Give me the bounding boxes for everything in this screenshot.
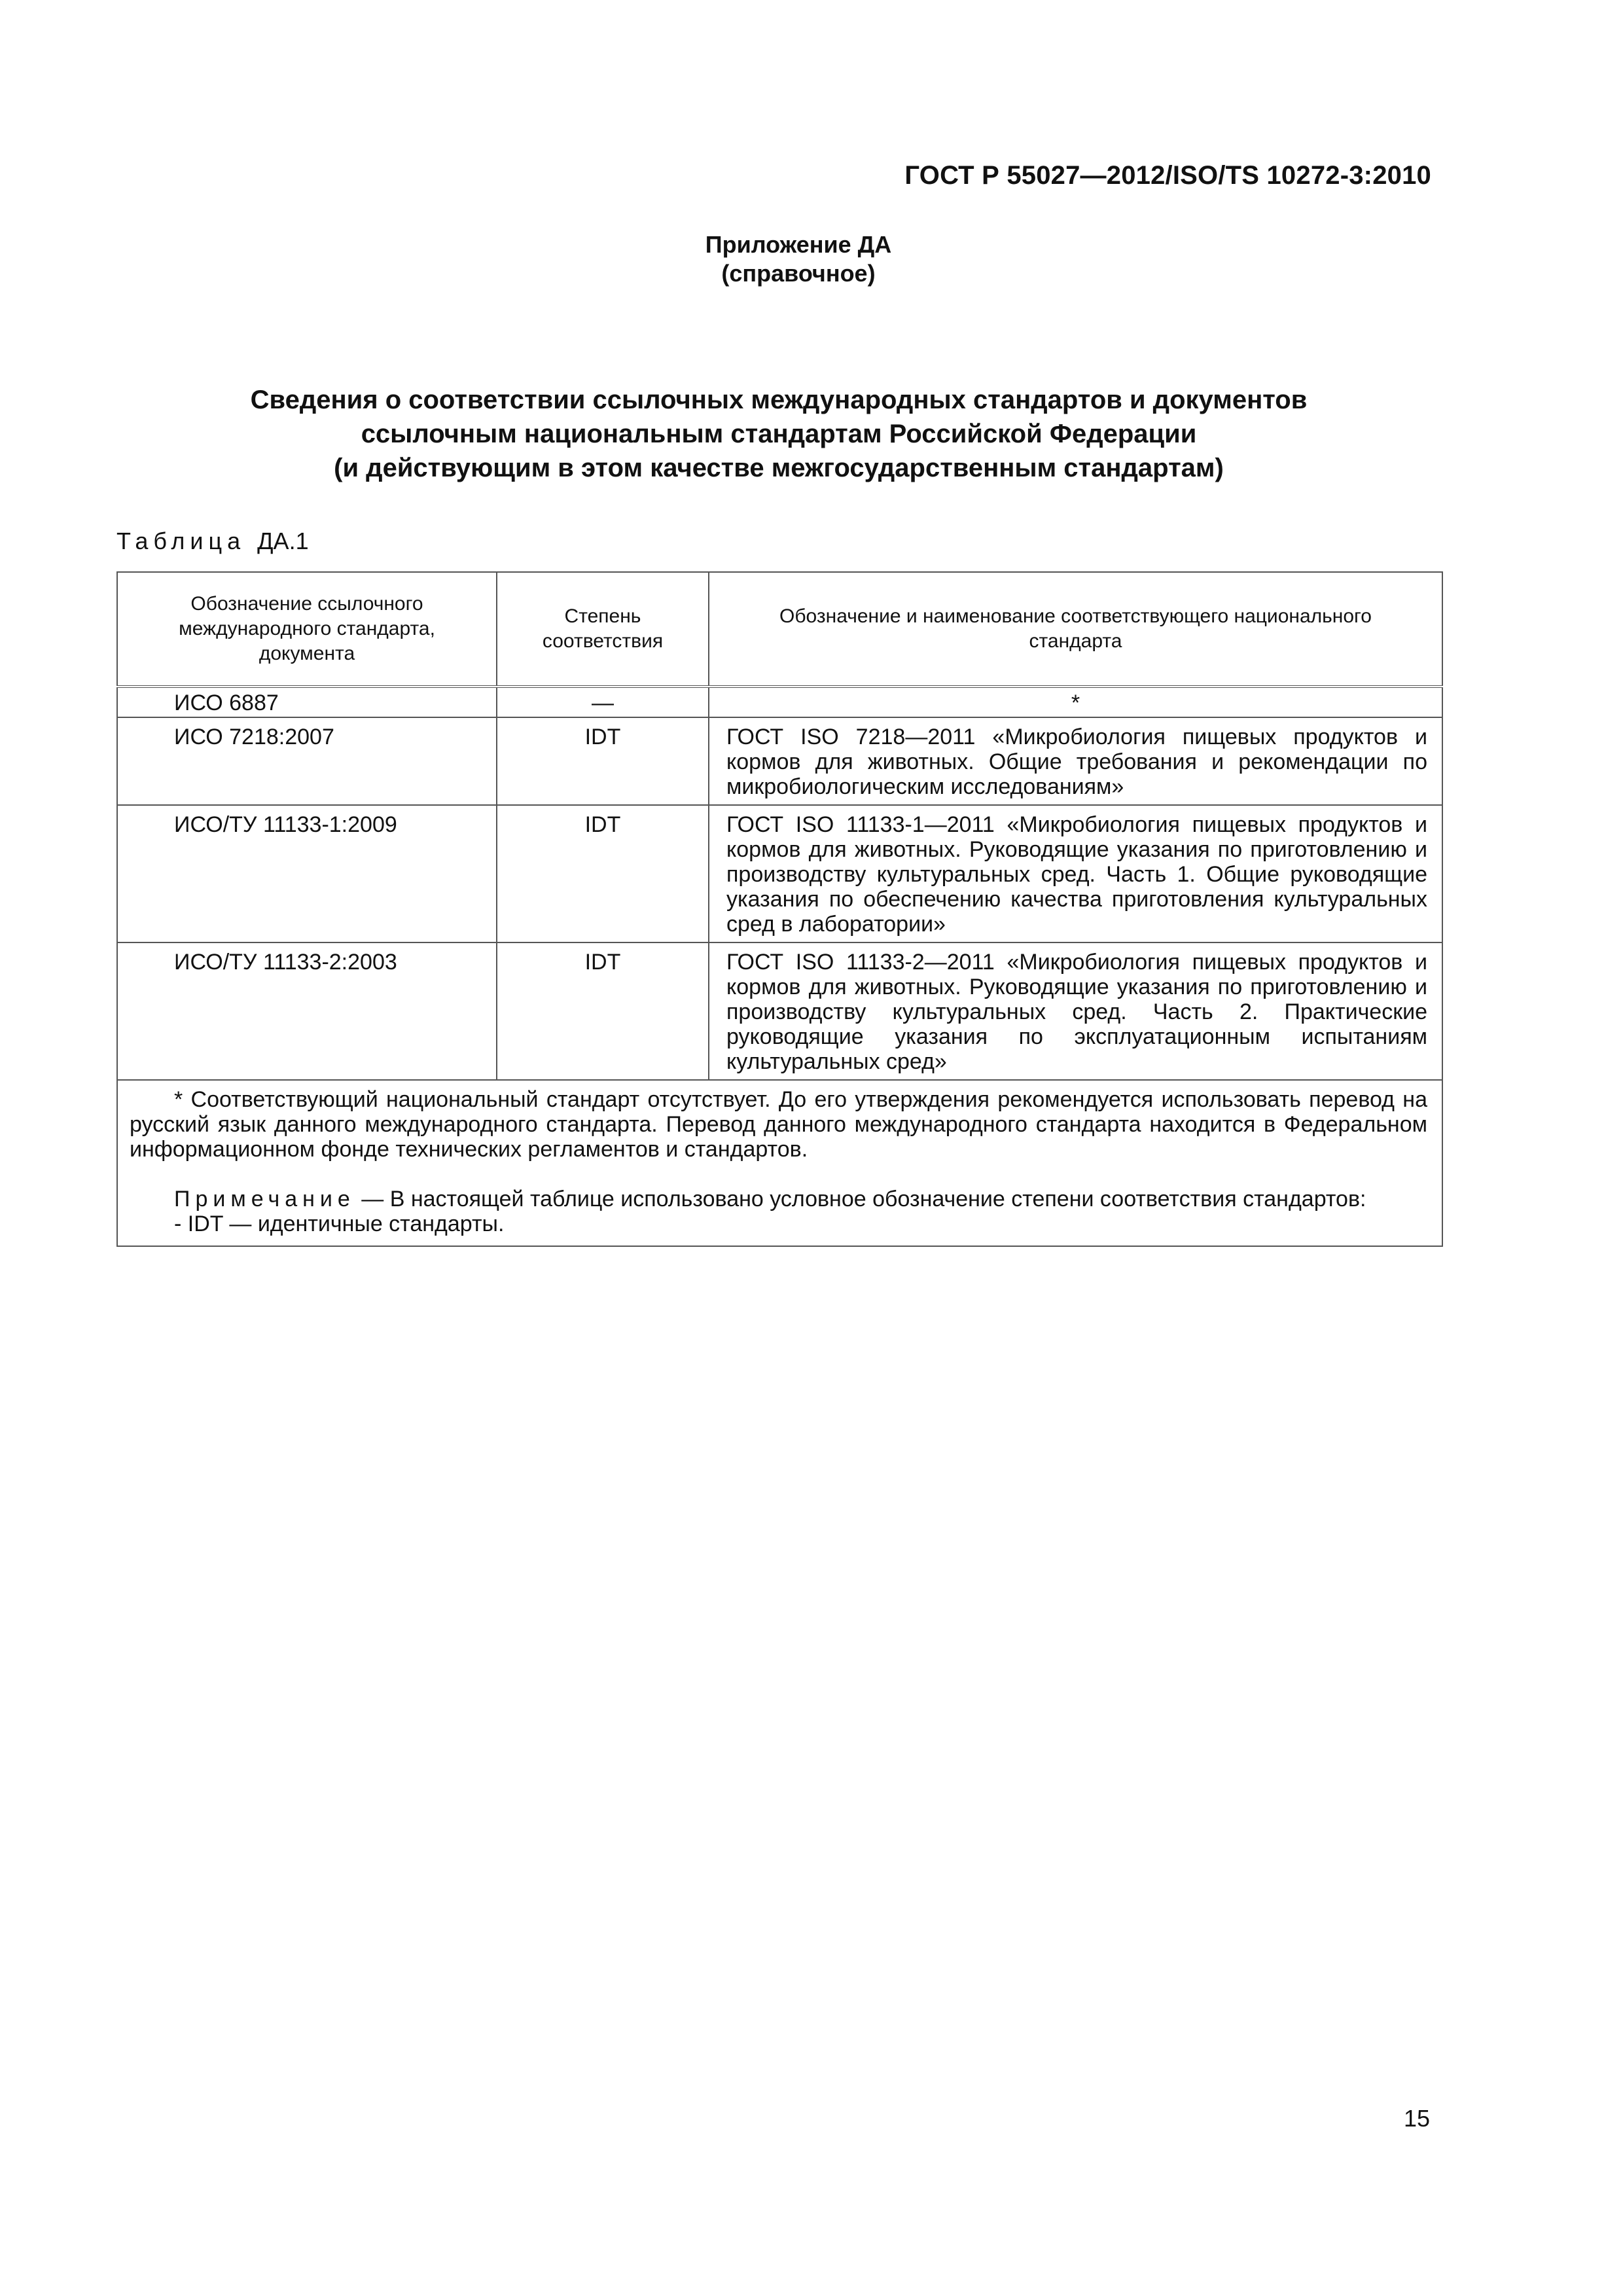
- table-row: [117, 687, 1442, 717]
- row-4-degree: IDT: [497, 942, 709, 1080]
- header-degree: Степень соответствия: [497, 572, 709, 687]
- annex-subtitle: (справочное): [721, 260, 876, 287]
- table-row: [117, 942, 1442, 1080]
- table-row: [117, 717, 1442, 805]
- table-row: [117, 805, 1442, 942]
- row-1-standard: ИСО 6887: [117, 687, 497, 717]
- annex-heading: [615, 230, 982, 288]
- note-item: - IDT — идентичные стандарты.: [174, 1211, 505, 1236]
- document-id: ГОСТ Р 55027—2012/ISO/TS 10272-3:2010: [904, 161, 1431, 190]
- row-1-national: *: [709, 687, 1442, 717]
- row-4-standard: ИСО/ТУ 11133-2:2003: [117, 942, 497, 1080]
- note-paragraph: [130, 1187, 1427, 1211]
- table-caption: [116, 528, 309, 555]
- footnote-text: * Соответствующий национальный стандарт отсутствует. До его утверждения рекомендуется использовать перевод на русский язык данного международного стандарта. Перевод данного международного стандарта находится в Федеральном информационном фонде технических регламентов и стандартов.: [130, 1087, 1427, 1162]
- note-label: Примечание: [174, 1187, 355, 1211]
- page-number: 15: [1403, 2105, 1430, 2132]
- row-2-national: ГОСТ ISO 7218—2011 «Микробиология пищевых продуктов и кормов для животных. Общие требования и рекомендации по микробиологическим исследованиям»: [709, 717, 1442, 805]
- row-3-degree: IDT: [497, 805, 709, 942]
- row-2-standard: ИСО 7218:2007: [117, 717, 497, 805]
- table-caption-label: Таблица: [116, 528, 246, 554]
- main-title-line-1: Сведения о соответствии ссылочных международных стандартов и документов: [250, 386, 1308, 414]
- row-1-degree: —: [497, 687, 709, 717]
- annex-title: Приложение ДА: [705, 231, 892, 258]
- row-4-national: ГОСТ ISO 11133-2—2011 «Микробиология пищевых продуктов и кормов для животных. Руководящие указания по приготовлению и производству культуральных сред. Часть 2. Практические руководящие указания по эксплуатационным испытаниям культуральных сред»: [709, 942, 1442, 1080]
- table-header-row: [117, 572, 1442, 687]
- main-title-line-2: ссылочным национальным стандартам Российской Федерации: [361, 420, 1197, 448]
- table-notes-row: [117, 1080, 1442, 1246]
- row-2-degree: IDT: [497, 717, 709, 805]
- table-caption-number: ДА.1: [257, 528, 309, 554]
- row-3-standard: ИСО/ТУ 11133-1:2009: [117, 805, 497, 942]
- note-text: — В настоящей таблице использовано условное обозначение степени соответствия стандартов:: [361, 1187, 1366, 1211]
- table-notes: [117, 1080, 1442, 1246]
- header-reference-standard: Обозначение ссылочного международного стандарта, документа: [117, 572, 497, 687]
- correspondence-table: [116, 571, 1443, 1247]
- main-title: [118, 383, 1440, 485]
- header-national-standard: Обозначение и наименование соответствующего национального стандарта: [709, 572, 1442, 687]
- row-3-national: ГОСТ ISO 11133-1—2011 «Микробиология пищевых продуктов и кормов для животных. Руководящие указания по приготовлению и производству культуральных сред. Часть 1. Общие руководящие указания по обеспечению качества приготовления культуральных сред в лаборатории»: [709, 805, 1442, 942]
- main-title-line-3: (и действующим в этом качестве межгосударственным стандартам): [334, 454, 1224, 482]
